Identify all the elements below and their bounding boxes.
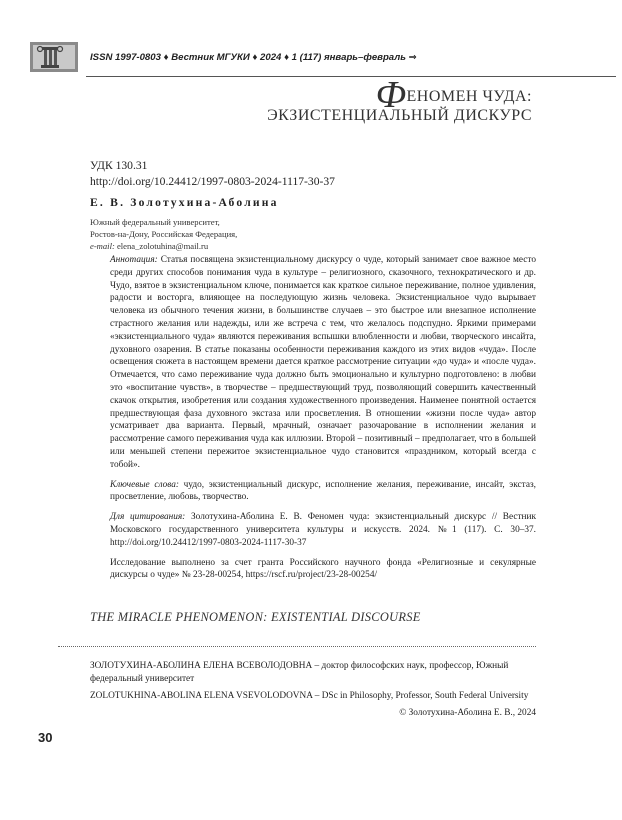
column-logo-icon	[30, 38, 82, 74]
funding-paragraph: Исследование выполнено за счет гранта Российского научного фонда «Религиозные и секулярные дискурсы о чуде» № 23-28-00254, https://rscf.ru/project/23-28-00254/	[110, 557, 536, 581]
title-line-2: ЭКЗИСТЕНЦИАЛЬНЫЙ ДИСКУРС	[267, 107, 532, 124]
citation-text: Золотухина-Аболина Е. В. Феномен чуда: экзистенциальный дискурс // Вестник Московского государственного университета культуры и искусств. 2024. №1 (117). С. 30–37. http://doi.org/10.24412/1997-0803-2024-1117-30-37	[110, 512, 536, 548]
author-footnote	[90, 660, 536, 724]
affiliation	[90, 216, 237, 253]
affiliation-city: Ростов-на-Дону, Российская Федерация,	[90, 229, 238, 240]
english-title: THE MIRACLE PHENOMENON: EXISTENTIAL DISCOURSE	[90, 610, 421, 624]
abstract-paragraph	[110, 254, 536, 472]
doi-link[interactable]: http://doi.org/10.24412/1997-0803-2024-1117-30-37	[90, 175, 335, 188]
abstract-label: Аннотация:	[110, 255, 158, 265]
author-name: Е. В. Золотухина-Аболина	[90, 196, 279, 209]
dotted-divider	[58, 646, 536, 647]
copyright: © Золотухина-Аболина Е. В., 2024	[399, 708, 536, 718]
udk-code: УДК 130.31	[90, 159, 148, 172]
citation-paragraph	[110, 511, 536, 549]
keywords-label: Ключевые слова:	[110, 479, 179, 490]
header-rule	[86, 76, 616, 77]
author-info-en: ZOLOTUKHINA-ABOLINA ELENA VSEVOLODOVNA – DSc in Philosophy, Professor, South Federal University	[90, 691, 529, 701]
keywords-text: чудо, экзистенциальный дискурс, исполнение желания, переживание, инсайт, экстаз, просветление, любовь, творчество.	[110, 479, 536, 503]
abstract-text: Статья посвящена экзистенциальному дискурсу о чуде, который занимает свое важное место среди других способов понимания чуда в культуре – религиозного, сказочного, технократического и др. Чудо, взятое в экзистенциальном ключе, понимается как краткое сильное переживание, полное удивления, радости и восторга, влияющее на последующую жизнь человека. Экзистенциальное чудо вырывает человека из обычного течения жизни, в большинстве случаев – это быстрое или внезапное исполнение страстного желания или надежды, или же встреча с тем, что желалось подспудно. Яркими примерами «экзистенциального чуда» являются переживания вспышки влюбленности и любви, творческого инсайта, духовного озарения. В статье показаны особенности переживания каждого из этих видов «чуда». После освещения сюжета в настоящем времени дается краткое рассмотрение ситуации «до чуда» и «после чуда». Отмечается, что само переживание чуда должно быть эмоционально и культурно подготовлено: в любви это «воспитание чувств», в творчестве – предшествующий труд, позволяющий совершить качественный скачок открытия, изобретения или создания художественного произведения. Наименее понятной остается предшествующая фаза духовного экстаза или просветления. В отношении «жизни после чуда» автор усматривает два варианта. Первый, мрачный, означает разочарование в исполнении желания и рассмотрение самого переживания чуда как иллюзии. Второй – позитивный – предполагает, что в большей или меньшей степени пережитое экзистенциальное чудо становится «праздником, который всегда с тобой».	[110, 255, 536, 470]
email-label: e-mail:	[90, 241, 115, 252]
udk-block	[90, 158, 335, 190]
affiliation-university: Южный федеральный университет,	[90, 217, 220, 227]
journal-header: ISSN 1997-0803 ♦ Вестник МГУКИ ♦ 2024 ♦ 1 (117) январь–февраль ⇒	[90, 52, 417, 63]
affiliation-email-line	[90, 240, 237, 252]
citation-label: Для цитирования:	[110, 512, 186, 523]
keywords-paragraph	[110, 479, 536, 505]
title-line-1-rest: ЕНОМЕН ЧУДА:	[406, 88, 532, 105]
running-header	[30, 38, 590, 78]
author-info-ru: ЗОЛОТУХИНА-АБОЛИНА ЕЛЕНА ВСЕВОЛОДОВНА – доктор философских наук, профессор, Южный федеральный университет	[90, 661, 509, 684]
article-title	[267, 74, 532, 125]
abstract-block	[110, 254, 536, 589]
title-drop-letter: Ф	[375, 74, 407, 116]
page-number: 30	[38, 730, 53, 745]
email-link[interactable]: elena_zolotuhina@mail.ru	[116, 241, 209, 252]
